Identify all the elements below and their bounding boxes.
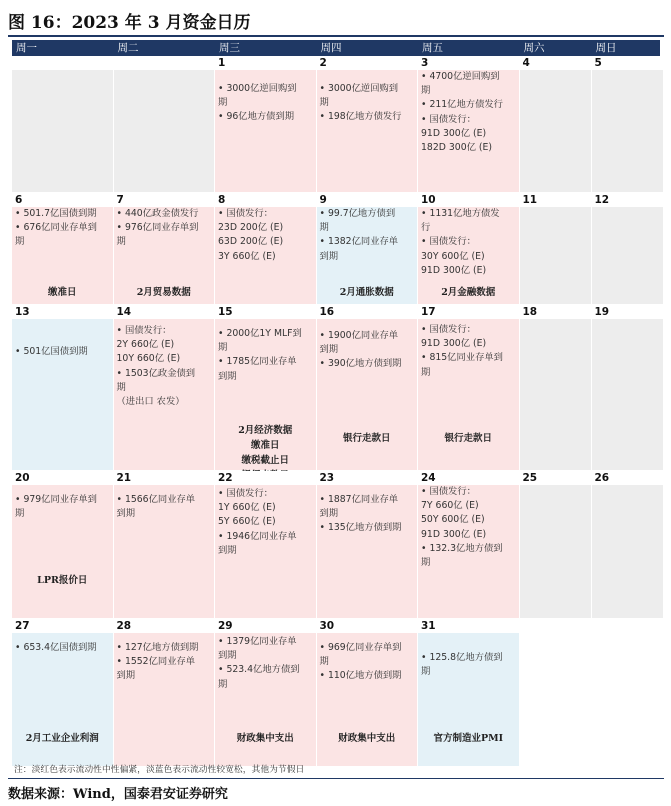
event-line: • 127亿地方债到期 xyxy=(116,642,199,653)
day-number: 13 xyxy=(12,305,113,319)
event-line: 23D 200亿 (E) xyxy=(218,222,284,234)
event-line: 期 xyxy=(218,97,228,109)
day-body xyxy=(520,633,591,766)
weekday-sun: 周日 xyxy=(595,42,617,54)
week-row xyxy=(12,56,660,193)
event-line: • 969亿同业存单到 xyxy=(319,642,402,653)
event-line: 行 xyxy=(421,222,431,234)
day-number: 30 xyxy=(317,619,418,633)
day-cell-8 xyxy=(215,193,317,305)
day-number: 25 xyxy=(520,471,591,485)
day-number xyxy=(114,56,215,70)
event-line: 到期 xyxy=(116,670,136,682)
weekday-mon: 周一 xyxy=(16,42,37,54)
event-line: • 国债发行： xyxy=(421,113,476,125)
day-events xyxy=(421,485,517,570)
day-number: 8 xyxy=(215,193,316,207)
day-event-label: 财政集中支出 xyxy=(236,733,294,744)
event-line: 63D 200亿 (E) xyxy=(218,236,284,248)
day-number: 12 xyxy=(592,193,663,207)
day-cell-27 xyxy=(12,619,114,767)
day-events xyxy=(218,207,314,264)
day-number: 26 xyxy=(592,471,663,485)
event-line: • 501亿国债到期 xyxy=(15,346,88,357)
event-line: • 135亿地方债到期 xyxy=(319,522,402,534)
day-number: 20 xyxy=(12,471,113,485)
day-body xyxy=(12,485,113,618)
event-line: 期 xyxy=(218,342,228,354)
event-line: 50Y 600亿 (E) xyxy=(421,514,485,526)
day-event-label: 2月通胀数据 xyxy=(339,287,394,298)
day-body xyxy=(215,633,316,766)
day-number: 6 xyxy=(12,193,113,207)
event-line: 期 xyxy=(319,222,329,234)
day-cell-2 xyxy=(317,56,419,193)
day-cell-20 xyxy=(12,471,114,619)
day-number xyxy=(592,619,663,633)
calendar-grid xyxy=(12,40,660,767)
day-event-label: 官方制造业PMI xyxy=(433,733,504,744)
event-line: • 390亿地方债到期 xyxy=(319,358,402,370)
day-number: 10 xyxy=(418,193,519,207)
day-events xyxy=(218,327,314,384)
day-cell-19 xyxy=(592,305,664,471)
day-body xyxy=(317,319,418,470)
day-cell-17 xyxy=(418,305,520,471)
weekday-tue: 周二 xyxy=(117,42,139,54)
day-cell-7 xyxy=(114,193,216,305)
day-event-label: 财政集中支出 xyxy=(338,733,396,744)
event-line: 到期 xyxy=(218,650,237,662)
day-number: 15 xyxy=(215,305,316,319)
day-event-label: 2月工业企业利润 xyxy=(25,733,99,744)
day-number: 5 xyxy=(592,56,663,70)
event-line: 期 xyxy=(421,85,431,97)
day-body xyxy=(592,70,663,192)
day-event-label: 2月经济数据 缴准日 缴税截止日 xyxy=(238,425,293,466)
bottom-divider xyxy=(8,778,664,779)
data-source: 数据来源：Wind，国泰君安证券研究 xyxy=(8,787,228,802)
day-number: 27 xyxy=(12,619,113,633)
day-number: 2 xyxy=(317,56,418,70)
day-number: 11 xyxy=(520,193,591,207)
day-number: 23 xyxy=(317,471,418,485)
event-line: • 2000亿1Y MLF到 xyxy=(218,328,302,339)
event-line: • 99.7亿地方债到 xyxy=(319,208,396,219)
event-line: 期 xyxy=(319,656,329,668)
event-line: • 1131亿地方债发 xyxy=(421,208,500,219)
day-events xyxy=(320,82,416,125)
day-number: 17 xyxy=(418,305,519,319)
event-line: • 1503亿政金债到 xyxy=(116,367,196,379)
event-line: 期 xyxy=(116,236,126,248)
day-number: 16 xyxy=(317,305,418,319)
day-events xyxy=(15,493,111,521)
event-line: 期 xyxy=(116,381,126,393)
day-cell-25 xyxy=(520,471,592,619)
day-number: 14 xyxy=(114,305,215,319)
weekday-thu: 周四 xyxy=(320,42,342,54)
event-line: • 4700亿逆回购到 xyxy=(421,71,500,82)
day-number: 4 xyxy=(520,56,591,70)
day-body xyxy=(418,319,519,470)
day-events xyxy=(421,323,517,380)
day-event-label: 银行走款日 xyxy=(444,433,492,444)
event-line: 91D 300亿 (E) xyxy=(421,127,487,139)
day-cell-empty xyxy=(114,56,216,193)
event-line: • 国债发行： xyxy=(421,236,476,248)
day-events xyxy=(421,651,517,679)
event-line: • 国债发行： xyxy=(116,325,172,336)
day-events xyxy=(320,207,416,264)
day-event-label: 缴准日 xyxy=(47,287,77,298)
day-cell-22 xyxy=(215,471,317,619)
day-cell-26 xyxy=(592,471,664,619)
day-body xyxy=(317,70,418,192)
event-line: 3Y 660亿 (E) xyxy=(218,250,276,262)
event-line: 7Y 660亿 (E) xyxy=(421,500,479,512)
day-event-label: 银行走款日 xyxy=(342,433,391,444)
day-body xyxy=(592,319,663,470)
event-line: • 1379亿同业存单 xyxy=(218,636,297,647)
event-line: • 125.8亿地方债到 xyxy=(421,652,503,663)
week-row xyxy=(12,305,660,471)
event-line: • 96亿地方债到期 xyxy=(218,111,295,123)
day-cell-14 xyxy=(114,305,216,471)
event-line: • 523.4亿地方债到 xyxy=(218,664,300,676)
day-cell-empty xyxy=(520,619,592,767)
day-number: 24 xyxy=(418,471,519,485)
day-number: 29 xyxy=(215,619,316,633)
day-body xyxy=(592,485,663,618)
day-number xyxy=(12,56,113,70)
event-line: 到期 xyxy=(116,508,136,520)
event-line: 到期 xyxy=(218,370,237,382)
day-cell-6 xyxy=(12,193,114,305)
event-line: 期 xyxy=(421,666,431,678)
weekday-wed: 周三 xyxy=(219,42,240,54)
day-body xyxy=(317,485,418,618)
day-body xyxy=(215,485,316,618)
day-cell-18 xyxy=(520,305,592,471)
day-cell-16 xyxy=(317,305,419,471)
day-cell-15 xyxy=(215,305,317,471)
legend-note: 注：淡红色表示流动性中性偏紧，淡蓝色表示流动性较宽松，其他为节假日 xyxy=(14,765,305,775)
day-cell-10 xyxy=(418,193,520,305)
day-number: 21 xyxy=(114,471,215,485)
day-number xyxy=(520,619,591,633)
day-body xyxy=(592,633,663,766)
week-row xyxy=(12,471,660,619)
event-line: 到期 xyxy=(319,344,339,356)
event-line: 到期 xyxy=(319,508,339,520)
event-line: • 501.7亿国债到期 xyxy=(15,208,97,219)
week-row xyxy=(12,619,660,767)
event-line: • 1566亿同业存单 xyxy=(116,494,196,505)
day-events xyxy=(218,82,314,125)
day-events xyxy=(421,207,517,278)
event-line: • 132.3亿地方债到 xyxy=(421,542,503,554)
event-line: 2Y 660亿 (E) xyxy=(116,339,175,351)
title-divider xyxy=(8,35,664,37)
day-body xyxy=(520,207,591,304)
event-line: • 国债发行： xyxy=(218,208,273,219)
day-cell-5 xyxy=(592,56,664,193)
weekday-fri: 周五 xyxy=(422,42,443,54)
event-line: 5Y 660亿 (E) xyxy=(218,516,276,528)
day-body xyxy=(592,207,663,304)
day-body xyxy=(114,485,215,618)
day-event-label: LPR报价日 xyxy=(37,575,88,586)
day-cell-30 xyxy=(317,619,419,767)
event-line: 期 xyxy=(15,236,25,248)
event-line: 期 xyxy=(218,678,228,690)
day-cell-28 xyxy=(114,619,216,767)
day-cell-3 xyxy=(418,56,520,193)
day-events xyxy=(218,635,314,692)
event-line: • 1900亿同业存单 xyxy=(319,330,399,341)
day-cell-4 xyxy=(520,56,592,193)
day-events xyxy=(218,487,314,558)
day-body xyxy=(215,207,316,304)
day-body xyxy=(114,70,215,192)
day-number: 31 xyxy=(418,619,519,633)
day-cell-12 xyxy=(592,193,664,305)
day-events xyxy=(117,324,213,409)
day-number: 1 xyxy=(215,56,316,70)
day-events xyxy=(117,493,213,521)
event-line: 182D 300亿 (E) xyxy=(421,142,492,154)
day-cell-23 xyxy=(317,471,419,619)
day-body xyxy=(520,485,591,618)
day-events xyxy=(320,641,416,684)
event-line: • 3000亿逆回购到 xyxy=(218,83,297,94)
day-number: 9 xyxy=(317,193,418,207)
day-cell-empty xyxy=(12,56,114,193)
event-line: • 198亿地方债发行 xyxy=(319,111,402,123)
day-cell-24 xyxy=(418,471,520,619)
weeks-container xyxy=(12,56,660,767)
day-body xyxy=(520,70,591,192)
day-body xyxy=(12,70,113,192)
event-line: 期 xyxy=(421,366,431,378)
day-events xyxy=(15,207,111,250)
event-line: • 979亿同业存单到 xyxy=(15,494,97,505)
event-line: 期 xyxy=(15,508,25,520)
event-line: • 3000亿逆回购到 xyxy=(319,83,399,94)
event-line: 91D 300亿 (E) xyxy=(421,264,487,276)
event-line: 1Y 660亿 (E) xyxy=(218,502,276,514)
day-body xyxy=(520,319,591,470)
day-cell-11 xyxy=(520,193,592,305)
event-line: 91D 300亿 (E) xyxy=(421,528,487,540)
day-cell-9 xyxy=(317,193,419,305)
day-number: 19 xyxy=(592,305,663,319)
day-body xyxy=(114,633,215,766)
event-line: • 110亿地方债到期 xyxy=(319,670,402,682)
event-line: • 国债发行： xyxy=(218,488,273,499)
event-line: • 1552亿同业存单 xyxy=(116,656,196,668)
weekday-sat: 周六 xyxy=(523,42,545,54)
day-body xyxy=(12,319,113,470)
day-cell-31 xyxy=(418,619,520,767)
event-line: 30Y 600亿 (E) xyxy=(421,250,485,262)
event-line: • 653.4亿国债到期 xyxy=(15,642,97,653)
event-line: • 国债发行： xyxy=(421,324,476,335)
event-line: 期 xyxy=(319,97,329,109)
day-events xyxy=(320,329,416,372)
event-line: • 976亿同业存单到 xyxy=(116,222,199,234)
day-body xyxy=(317,633,418,766)
event-line: 到期 xyxy=(218,544,237,556)
day-cell-29 xyxy=(215,619,317,767)
event-line: • 国债发行： xyxy=(421,486,476,497)
day-events xyxy=(15,641,111,655)
day-body xyxy=(418,485,519,618)
event-line: • 1785亿同业存单 xyxy=(218,356,297,368)
day-number: 22 xyxy=(215,471,316,485)
week-row xyxy=(12,193,660,305)
day-number: 3 xyxy=(418,56,519,70)
event-line: • 440亿政金债发行 xyxy=(116,208,199,219)
day-number: 7 xyxy=(114,193,215,207)
event-line: 91D 300亿 (E) xyxy=(421,338,487,350)
figure-title: 图 16：2023 年 3 月资金日历 xyxy=(8,13,251,33)
day-cell-13 xyxy=(12,305,114,471)
day-cell-1 xyxy=(215,56,317,193)
day-events xyxy=(15,345,111,359)
event-line: • 676亿同业存单到 xyxy=(15,222,97,234)
day-events xyxy=(117,207,213,250)
event-line: • 815亿同业存单到 xyxy=(421,352,503,364)
day-body xyxy=(114,319,215,470)
day-body xyxy=(215,70,316,192)
day-body xyxy=(418,70,519,192)
day-body xyxy=(12,633,113,766)
event-line: • 211亿地方债发行 xyxy=(421,99,503,111)
day-cell-21 xyxy=(114,471,216,619)
event-line: • 1946亿同业存单 xyxy=(218,530,297,542)
day-cell-empty xyxy=(592,619,664,767)
event-line: 到期 xyxy=(319,250,339,262)
event-line: （进出口 农发） xyxy=(116,396,185,408)
event-line: • 1382亿同业存单 xyxy=(319,236,399,248)
event-line: • 1887亿同业存单 xyxy=(319,494,399,505)
day-events xyxy=(320,493,416,536)
day-events xyxy=(421,70,517,155)
day-event-label: 2月贸易数据 xyxy=(136,287,191,298)
day-event-label: 2月金融数据 xyxy=(441,287,496,298)
event-line: 期 xyxy=(421,557,431,569)
day-number: 18 xyxy=(520,305,591,319)
weekday-header xyxy=(12,40,660,56)
day-number: 28 xyxy=(114,619,215,633)
event-line: 10Y 660亿 (E) xyxy=(116,353,181,365)
day-events xyxy=(117,641,213,684)
day-body xyxy=(418,633,519,766)
